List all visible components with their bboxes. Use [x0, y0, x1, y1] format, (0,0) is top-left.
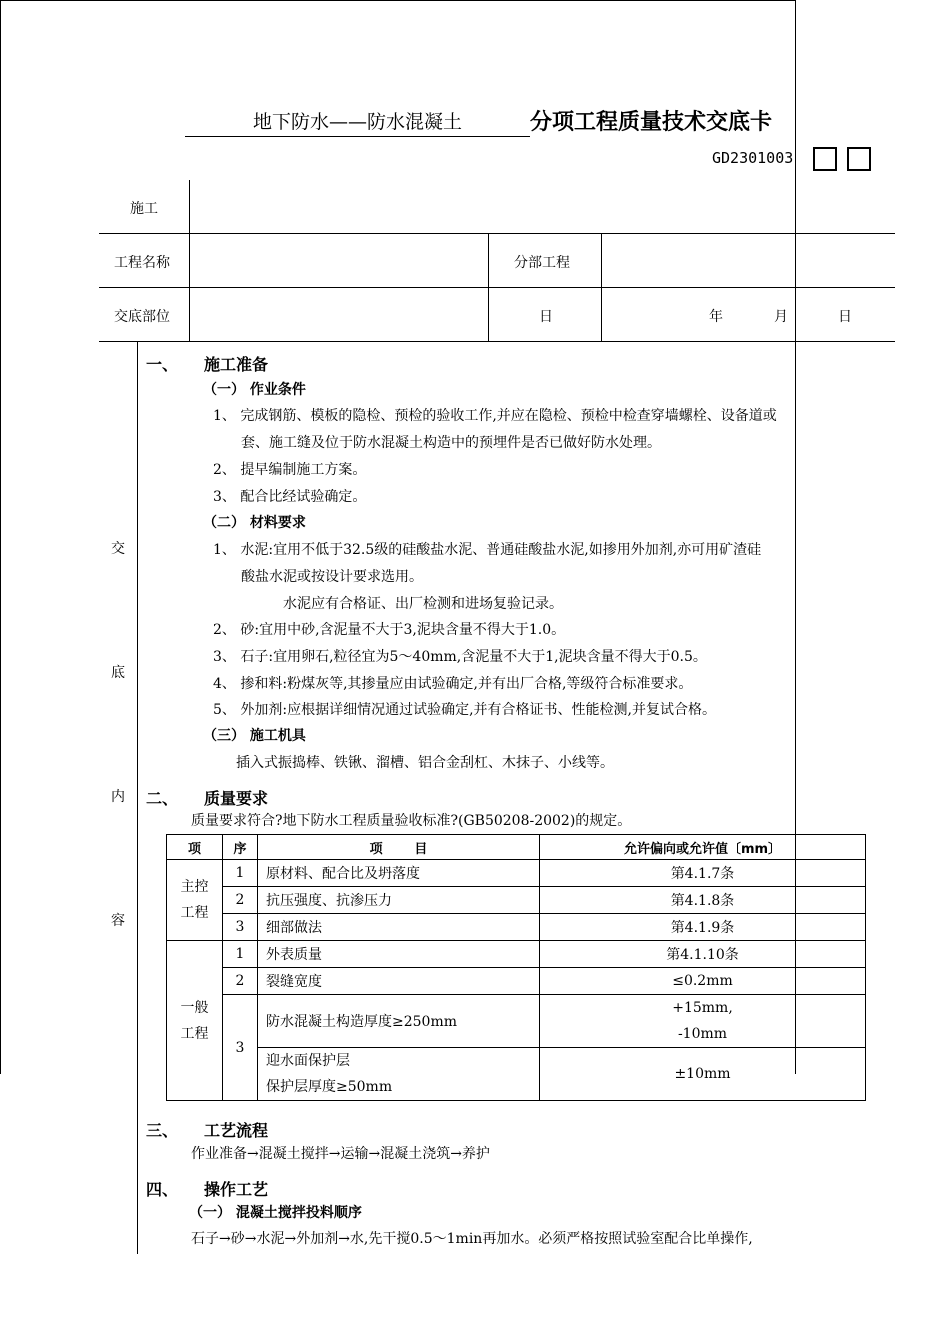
divider [99, 341, 895, 342]
paragraph-line: 2、 提早编制施工方案。 [213, 462, 367, 478]
group-label-main: 主控工程 [167, 860, 223, 941]
side-label-char: 底 [111, 665, 125, 681]
side-label-char: 交 [111, 541, 125, 557]
checkbox-1[interactable] [813, 147, 837, 171]
table-row [167, 968, 866, 995]
item-line: 迎水面保护层 [266, 1053, 350, 1069]
seq-cell: 3 [223, 914, 258, 941]
divider [99, 287, 895, 288]
item-cell: 抗压强度、抗渗压力 [258, 887, 540, 914]
quality-table [166, 834, 866, 1101]
section-number: 二、 [146, 789, 179, 808]
divider [99, 233, 895, 234]
paragraph-line: 套、施工缝及位于防水混凝土构造中的预埋件是否已做好防水处理。 [241, 435, 661, 451]
paragraph-line: 作业准备→混凝土搅拌→运输→混凝土浇筑→养护 [191, 1146, 490, 1162]
location-label: 交底部位 [114, 309, 170, 325]
subsection-heading: （三） 施工机具 [203, 728, 306, 744]
value-cell [540, 995, 866, 1048]
value-cell: 第4.1.10条 [540, 941, 866, 968]
section-heading [146, 1118, 269, 1141]
table-header: 项 目 [258, 835, 540, 860]
divider [488, 233, 489, 341]
side-label-char: 容 [111, 913, 125, 929]
paragraph-line: 4、 掺和料:粉煤灰等,其掺量应由试验确定,并有出厂合格,等级符合标准要求。 [213, 676, 693, 692]
value-line: +15mm, [672, 1000, 733, 1016]
table-header: 项 [167, 835, 223, 860]
section-heading [146, 352, 269, 375]
month-label: 月 [774, 309, 788, 325]
year-label: 年 [709, 309, 723, 325]
divider [189, 180, 190, 341]
table-row [167, 1048, 866, 1101]
division-label: 分部工程 [514, 255, 570, 271]
table-header: 允许偏向或允许值〔mm〕 [540, 835, 866, 860]
table-row [167, 914, 866, 941]
item-line: 保护层厚度≥50mm [266, 1079, 393, 1095]
subsection-heading: （二） 材料要求 [203, 515, 306, 531]
checkbox-2[interactable] [847, 147, 871, 171]
item-cell: 防水混凝土构造厚度≥250mm [258, 995, 540, 1048]
value-cell: ±10mm [540, 1048, 866, 1101]
construction-label: 施工 [130, 201, 158, 217]
seq-cell: 2 [223, 887, 258, 914]
subsection-heading: （一） 混凝土搅拌投料顺序 [189, 1205, 362, 1221]
day-label: 日 [838, 309, 852, 325]
item-cell: 原材料、配合比及坍落度 [258, 860, 540, 887]
table-row [167, 887, 866, 914]
title-main: 分项工程质量技术交底卡 [530, 110, 773, 135]
item-cell: 细部做法 [258, 914, 540, 941]
value-cell: ≤0.2mm [540, 968, 866, 995]
paragraph-line: 石子→砂→水泥→外加剂→水,先干搅0.5～1min再加水。必须严格按照试验室配合比单操作, [191, 1231, 753, 1247]
paragraph-line: 插入式振捣棒、铁锹、溜槽、铝合金刮杠、木抹子、小线等。 [236, 755, 614, 771]
paragraph-line: 2、 砂:宜用中砂,含泥量不大于3,泥块含量不得大于1.0。 [213, 622, 566, 638]
title-subject: 地下防水——防水混凝土 [185, 108, 530, 137]
paragraph-line: 3、 石子:宜用卵石,粒径宜为5～40mm,含泥量不大于1,泥块含量不得大于0.5。 [213, 649, 707, 665]
seq-cell: 1 [223, 860, 258, 887]
section-title: 质量要求 [204, 789, 269, 808]
paragraph-line: 水泥应有合格证、出厂检测和进场复验记录。 [283, 596, 563, 612]
paragraph-line: 酸盐水泥或按设计要求选用。 [241, 569, 423, 585]
section-title: 操作工艺 [204, 1180, 269, 1199]
table-row [167, 941, 866, 968]
value-cell: 第4.1.9条 [540, 914, 866, 941]
value-line: -10mm [677, 1026, 728, 1042]
divider [601, 233, 602, 341]
project-name-label: 工程名称 [114, 255, 170, 271]
paragraph-line: 5、 外加剂:应根据详细情况通过试验确定,并有合格证书、性能检测,并复试合格。 [213, 702, 716, 718]
section-number: 四、 [146, 1180, 179, 1199]
section-title: 工艺流程 [204, 1121, 269, 1140]
section-number: 一、 [146, 355, 179, 374]
value-cell: 第4.1.7条 [540, 860, 866, 887]
table-row [167, 860, 866, 887]
section-number: 三、 [146, 1121, 179, 1140]
subsection-heading: （一） 作业条件 [203, 382, 306, 398]
item-cell: 裂缝宽度 [258, 968, 540, 995]
seq-cell: 2 [223, 968, 258, 995]
section-heading [146, 1177, 269, 1200]
value-cell: 第4.1.8条 [540, 887, 866, 914]
table-row [167, 995, 866, 1048]
seq-cell: 3 [223, 995, 258, 1101]
side-label-char: 内 [111, 789, 125, 805]
paragraph-line: 3、 配合比经试验确定。 [213, 489, 367, 505]
table-header: 序 [223, 835, 258, 860]
divider [137, 341, 138, 1254]
seq-cell: 1 [223, 941, 258, 968]
document-title [185, 108, 772, 138]
section-title: 施工准备 [204, 355, 269, 374]
item-cell: 外表质量 [258, 941, 540, 968]
paragraph-line: 质量要求符合?地下防水工程质量验收标准?(GB50208-2002)的规定。 [191, 813, 632, 829]
date-label: 日 [539, 309, 553, 325]
paragraph-line: 1、 水泥:宜用不低于32.5级的硅酸盐水泥、普通硅酸盐水泥,如掺用外加剂,亦可用矿渣硅 [213, 542, 762, 558]
group-label-general: 一般工程 [167, 941, 223, 1101]
section-heading [146, 786, 269, 809]
document-code: GD2301003 [712, 149, 794, 167]
paragraph-line: 1、 完成钢筋、模板的隐检、预检的验收工作,并应在隐检、预检中检查穿墙螺栓、设备道或 [213, 408, 777, 424]
table-header-row [167, 835, 866, 860]
item-cell [258, 1048, 540, 1101]
